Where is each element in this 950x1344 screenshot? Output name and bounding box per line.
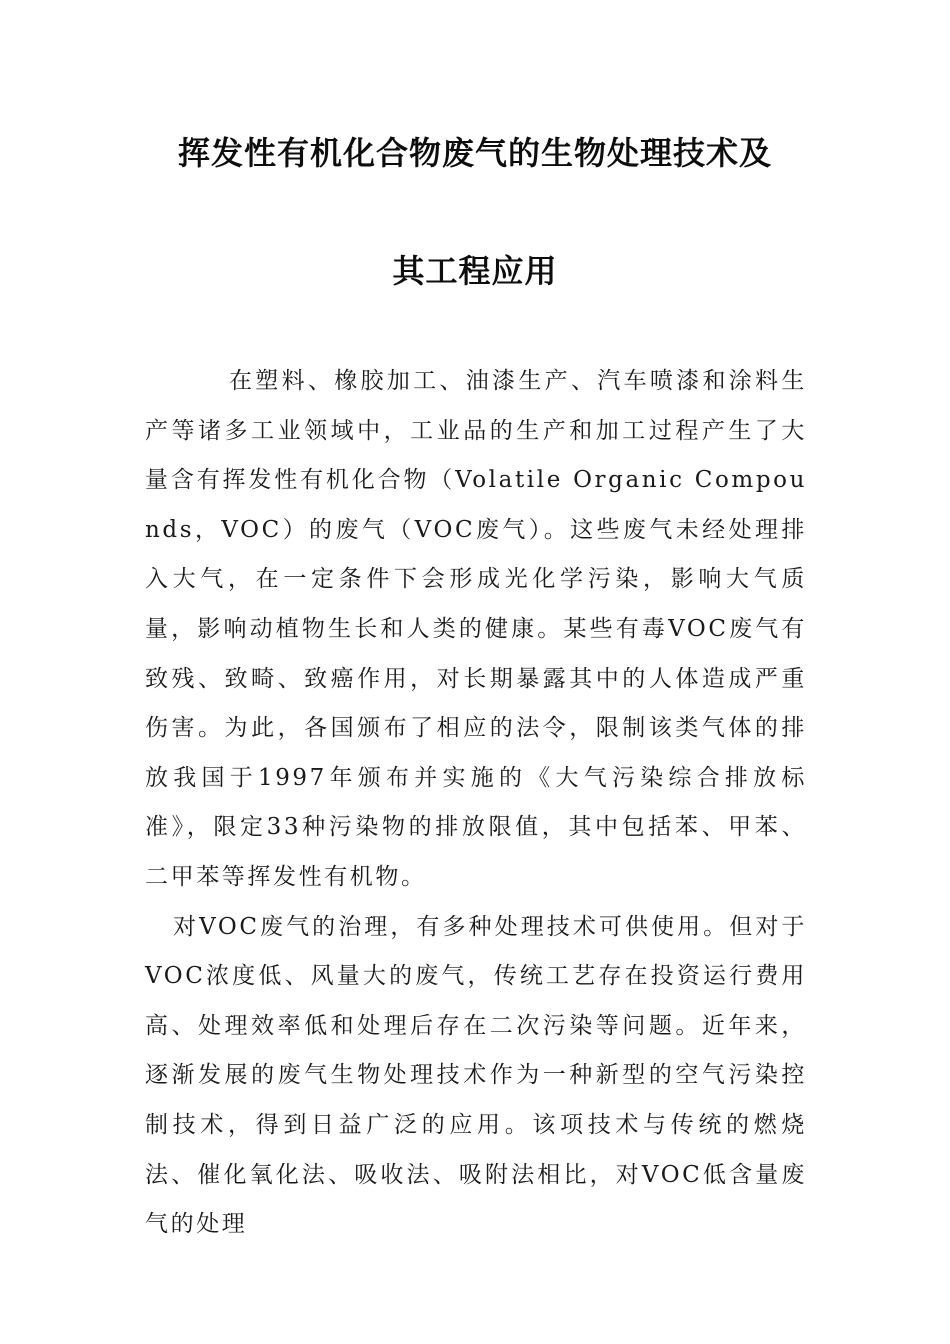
body-paragraph-2: 对VOC废气的治理，有多种处理技术可供使用。但对于VOC浓度低、风量大的废气，传统工艺存在投资运行费用高、处理效率低和处理后存在二次污染等问题。近年来，逐渐发展的废气生物处理技术作为一种新型的空气污染控制技术，得到日益广泛的应用。该项技术与传统的燃烧法、催化氧化法、吸收法、吸附法相比，对VOC低含量废气的处理 xyxy=(145,913,807,1238)
document-title-line-2: 其工程应用 xyxy=(392,252,558,290)
body-paragraph-1: 在塑料、橡胶加工、油漆生产、汽车喷漆和涂料生产等诸多工业领域中，工业品的生产和加工过程产生了大量含有挥发性有机化合物（Volatile Organic Compounds，VOC）的废气（VOC废气）。这些废气未经处理排入大气，在一定条件下会形成光化学污染，影响大气质量，影响动植物生长和人类的健康。某些有毒VOC废气有致残、致畸、致癌作用，对长期暴露其中的人体造成严重伤害。为此，各国颁布了相应的法令，限制该类气体的排放我国于1997年颁布并实施的《大气污染综合排放标准》，限定33种污染物的排放限值，其中包括苯、甲苯、二甲苯等挥发性有机物。 xyxy=(145,368,807,890)
document-body xyxy=(145,357,807,1250)
document-title-line-1: 挥发性有机化合物废气的生物处理技术及 xyxy=(177,134,772,172)
